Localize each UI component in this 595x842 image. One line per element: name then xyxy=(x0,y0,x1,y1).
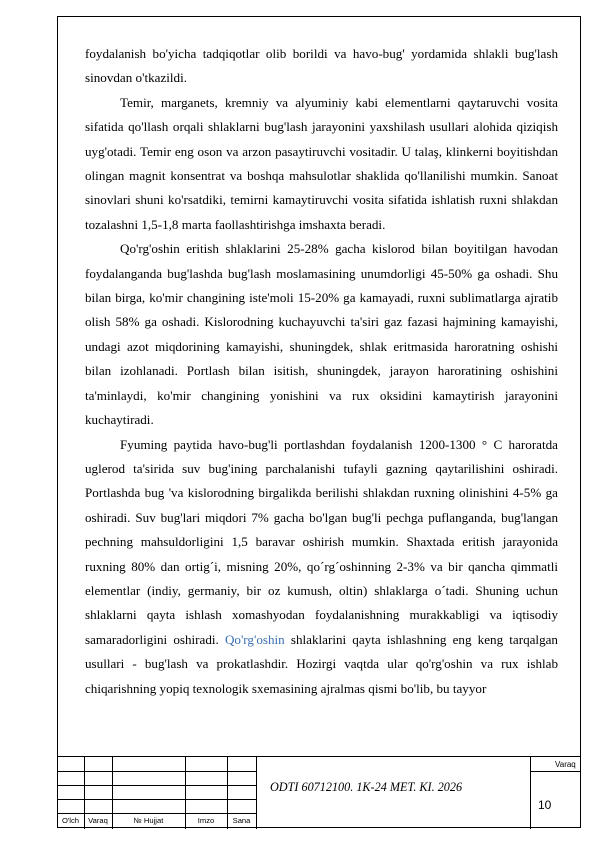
varaq-label: Varaq xyxy=(555,760,576,769)
document-body xyxy=(85,42,558,701)
stamp-col-imzo: Imzo xyxy=(197,816,215,825)
paragraph-4-text-a: Fyuming paytida havo-bug'li portlashdan foydalanish 1200-1300 ° C haroratda uglerod ta'sirida suv bug'ining parchalanishi tufayli gazning qaytarilishini oshiradi. Portlashda bug 'va kislorodning birgalikda berilishi shlakdan ruxning olinishini 4-5% ga oshiradi. Suv bug'lari miqdori 7% gacha bo'lgan bug'li pechga puflanganda, bug'langan pechning mahsuldorligini 1,5 baravar oshirish mumkin. Shaxtada eritish jarayonida ruxning 80% dan ortig´i, misning 20%, qo´rg´oshinning 2-3% va bir qancha qimmatli elementlar (indiy, germaniy, bir oz kumush, oltin) shlaklarga o´tadi. Shuning uchun shlaklarni qayta ishlash xomashyodan foydalanishning murakkabligi va iqtisodiy samaradorligini oshiradi. xyxy=(85,436,558,647)
stamp-col-varaq: Varaq xyxy=(88,816,108,825)
stamp-col-sana: Sana xyxy=(232,816,251,825)
stamp-col-olch: O'lch xyxy=(61,816,80,825)
document-code: ODTI 60712100. 1K-24 MET. KI. 2026 xyxy=(270,780,463,794)
paragraph-3 xyxy=(85,237,558,432)
stamp-col-hujjat: № Hujjat xyxy=(133,816,164,825)
paragraph-4 xyxy=(85,433,558,701)
paragraph-1 xyxy=(85,42,558,91)
paragraph-2-text: Temir, marganets, kremniy va alyuminiy kabi elementlarni qaytaruvchi vosita sifatida qo'llash orqali shlaklarni bug'lash jarayonini yaxshilash usullari alohida qiziqish uyg'otadi. Temir eng oson va arzon pasaytiruvchi vositadir. U talaş, klinkerni boyitishdan olingan magnit konsentrat va boshqa mahsulotlar shaklida qo'llanilishi mumkin. Sanoat sinovlari shuni ko'rsatdiki, temirni kamaytiruvchi vosita sifatida ishlatish ruxni shlakdan tozalashni 1,5-1,8 marta faollashtirishga imshaxta beradi. xyxy=(85,94,558,232)
paragraph-2 xyxy=(85,91,558,237)
paragraph-1-text: foydalanish bo'yicha tadqiqotlar olib borildi va havo-bug' yordamida shlakli bug'lash sinovdan o'tkazildi. xyxy=(85,46,558,86)
paragraph-3-text: Qo'rg'oshin eritish shlaklarini 25-28% gacha kislorod bilan boyitilgan havodan foydalanganda bug'lashda bug'lash moslamasining unumdorligi 45-50% ga oshadi. Shu bilan birga, ko'mir changining iste'moli 15-20% ga kamayadi, ruxni sublimatlarga ajratib olish 58% ga oshadi. Kislorodning kuchayuvchi ta'siri gaz fazasi hajmining kamayishi, undagi azot miqdorining kamayishi, shuningdek, shlak eritmasida haroratning oshishi bilan izohlanadi. Portlash bilan isitish, shuningdek, jarayon haroratining oshishini ta'minlaydi, ko'mir changining yonishini va rux oksidini kamaytirish jarayonini kuchaytiradi. xyxy=(85,241,558,428)
page-number: 10 xyxy=(538,798,552,812)
paragraph-4-highlight: Qo'rg'oshin xyxy=(224,631,285,647)
paragraph-4-text-b: shlaklarini qayta ishlashning eng keng tarqalgan usullari - bug'lash va prokatlashdir. Hozirgi vaqtda ular qo'rg'oshin va rux ishlab chiqarishning yopiq texnologik sxemasining ajralmas qismi bo'lib, bu tayyor xyxy=(85,631,558,696)
